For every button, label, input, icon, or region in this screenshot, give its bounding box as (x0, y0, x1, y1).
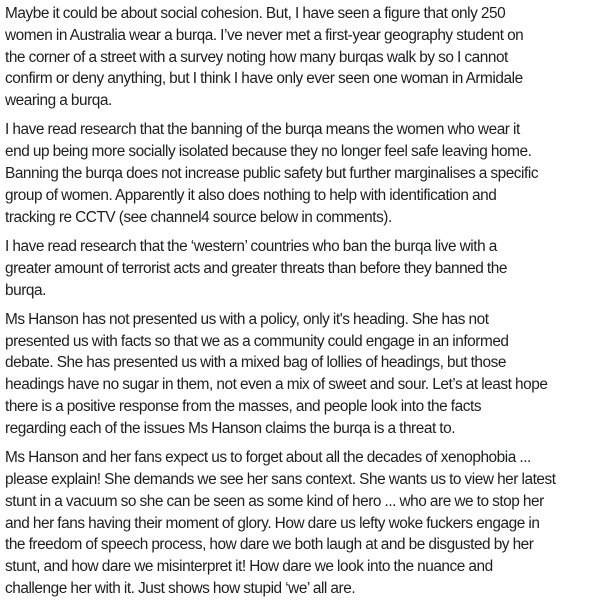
text-line: and her fans having their moment of glory. How dare us lefty woke fuckers engage in (5, 514, 540, 532)
text-line: burqa. (5, 281, 46, 299)
text-line: stunt in a vacuum so she can be seen as some kind of hero ... who are we to stop her (5, 492, 544, 510)
paragraph-social-cohesion (5, 3, 612, 112)
post-body (5, 3, 612, 607)
text-line: Banning the burqa does not increase public safety but further marginalises a specific (5, 165, 539, 183)
text-line: challenge her with it. Just shows how stupid ‘we’ all are. (5, 579, 356, 597)
text-line: presented us with facts so that we as a community could engage in an informed (5, 332, 509, 350)
text-line: confirm or deny anything, but I think I have only ever seen one woman in Armidale (5, 70, 523, 88)
text-line: there is a positive response from the masses, and people look into the facts (5, 398, 482, 416)
text-line: debate. She has presented us with a mixed bag of lollies of headings, but those (5, 354, 506, 372)
text-line: the freedom of speech process, how dare we both laugh at and be disgusted by her (5, 536, 534, 554)
text-line: Ms Hanson and her fans expect us to forget about all the decades of xenophobia ... (5, 449, 531, 467)
text-line: Maybe it could be about social cohesion. But, I have seen a figure that only 250 (5, 5, 506, 22)
paragraph-western-countries (5, 236, 612, 301)
paragraph-no-policy (5, 309, 612, 440)
text-line: Ms Hanson has not presented us with a policy, only it's heading. She has not (5, 310, 489, 328)
text-line: the corner of a street with a survey noting how many burqas walk by so I cannot (5, 48, 508, 66)
text-line: group of women. Apparently it also does nothing to help with identification and (5, 186, 497, 204)
text-line: women in Australia wear a burqa. I’ve never met a first-year geography student on (5, 26, 524, 44)
text-line: I have read research that the banning of the burqa means the women who wear it (5, 121, 520, 139)
paragraph-social-isolation (5, 119, 612, 228)
text-line: regarding each of the issues Ms Hanson claims the burqa is a threat to. (5, 419, 456, 437)
text-line: end up being more socially isolated because they no longer feel safe leaving home. (5, 143, 532, 161)
paragraph-xenophobia (5, 447, 612, 600)
text-line: greater amount of terrorist acts and greater threats than before they banned the (5, 259, 507, 277)
text-line: headings have no sugar in them, not even a mix of sweet and sour. Let’s at least hope (5, 376, 548, 394)
text-line: I have read research that the ‘western’ countries who ban the burqa live with a (5, 237, 497, 255)
text-line: please explain! She demands we see her sans context. She wants us to view her latest (5, 470, 556, 488)
text-line: wearing a burqa. (5, 92, 112, 110)
text-line: tracking re CCTV (see channel4 source below in comments). (5, 208, 392, 226)
text-line: stunt, and how dare we misinterpret it! How dare we look into the nuance and (5, 558, 493, 576)
